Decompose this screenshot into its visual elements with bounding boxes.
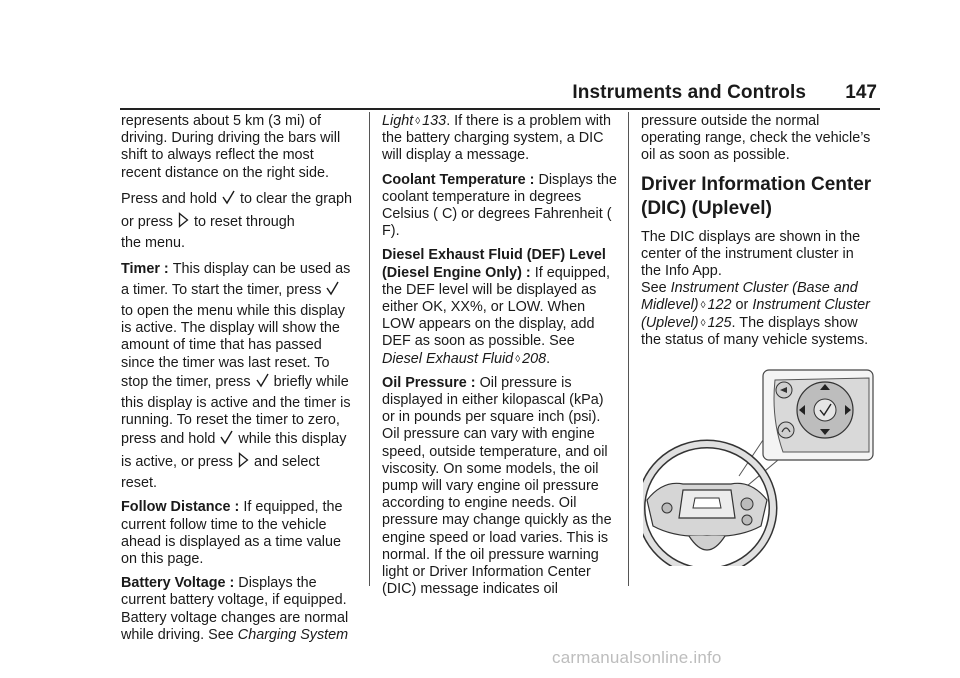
paragraph-clear-graph [121, 189, 357, 212]
text: Press and hold [121, 190, 217, 207]
steering-wheel [643, 444, 773, 566]
text: press and hold [121, 431, 216, 448]
column-2 [382, 113, 618, 605]
text: . [546, 350, 551, 367]
paragraph-graph-intro: represents about 5 km (3 mi) of driving. During driving the bars will shift to always reflect the most recent distance on the right side. [121, 113, 341, 181]
page-ref-icon: ◊ [515, 353, 521, 365]
steering-wheel-illustration [643, 368, 875, 566]
paragraph-oil-pressure [382, 375, 618, 599]
checkmark-icon [256, 373, 269, 395]
steering-wheel-svg [643, 368, 875, 566]
triangle-right-icon [238, 452, 249, 475]
text: briefly while [273, 373, 349, 390]
text: Oil pressure is displayed in either kilopascal (kPa) or in pounds per square inch (psi). Oil pressure can vary with engine speed, outside temperature, and oil viscosity. On some models, the oil pump will vary engine oil pressure according to engine needs. Oil pressure may change quickly as the engine speed or load varies. This is normal. If the oil pressure warning light or Driver Information Center (DIC) message indicates oil [382, 374, 612, 598]
link-instrument-cluster-uplevel[interactable]: Instrument Cluster (Uplevel) [641, 297, 870, 331]
link-instrument-cluster-base[interactable]: Instrument Cluster (Base and Midlevel) [641, 280, 858, 314]
page-ref-icon: ◊ [700, 300, 706, 312]
text: while this display [238, 431, 347, 448]
text: If equipped, the current follow time to the vehicle ahead is displayed as a time value on this page. [121, 499, 343, 568]
text: . The displays show the status of many vehicle systems. [641, 314, 869, 348]
paragraph-timer-4 [121, 372, 357, 395]
column-divider-1 [369, 112, 370, 586]
triangle-right-icon [178, 212, 189, 235]
term-coolant-temperature: Coolant Temperature : [382, 171, 539, 188]
paragraph-timer-6 [121, 429, 357, 452]
link-diesel-exhaust-fluid[interactable]: Diesel Exhaust Fluid [382, 350, 514, 367]
paragraph-follow-distance [121, 499, 357, 568]
page-ref-133[interactable]: 133 [422, 113, 447, 129]
link-light[interactable]: Light [382, 113, 414, 129]
column-divider-2 [628, 112, 629, 586]
page-ref-icon: ◊ [415, 116, 421, 127]
watermark: carmanualsonline.info [552, 648, 722, 667]
paragraph-timer-2 [121, 280, 357, 303]
paragraph-oil-pressure-cont: pressure outside the normal operating range, check the vehicle’s oil as soon as possible. [641, 113, 871, 164]
column-3 [641, 113, 877, 356]
page-ref-125[interactable]: 125 [707, 314, 732, 331]
term-timer: Timer : [121, 261, 173, 278]
text: and select [253, 454, 320, 471]
paragraph-coolant-temperature [382, 172, 618, 241]
paragraph-see-cluster [641, 280, 877, 349]
paragraph-dic-displays: The DIC displays are shown in the center of the instrument cluster in the Info App. [641, 228, 861, 280]
term-battery-voltage: Battery Voltage : [121, 575, 239, 592]
page-ref-122[interactable]: 122 [707, 297, 732, 314]
term-oil-pressure: Oil Pressure : [382, 374, 480, 391]
text: or [731, 297, 753, 314]
text: to reset through [193, 213, 295, 230]
text: a timer. To start the timer, press [121, 282, 322, 299]
section-heading-dic-uplevel: Driver Information Center (DIC) (Uplevel) [641, 173, 872, 219]
text: If equipped, the DEF level will be displayed as either OK, XX%, or LOW. When LOW appears on the display, add DEF as soon as possible. See [382, 264, 610, 350]
page-ref-208[interactable]: 208 [522, 350, 547, 367]
paragraph-timer-1 [121, 259, 357, 280]
text: Displays the current battery voltage, if equipped. Battery voltage changes are normal while driving. See [121, 575, 349, 643]
paragraph-battery-voltage [121, 575, 357, 644]
paragraph-timer-5: this display is active and the timer is running. To reset the timer to zero, [121, 394, 351, 429]
section-title: Instruments and Controls [572, 82, 806, 103]
paragraph-charging-light [382, 113, 618, 165]
link-charging-system[interactable]: Charging System [237, 626, 349, 643]
header-rule [120, 108, 880, 110]
paragraph-reset-menu [121, 212, 357, 235]
page-number: 147 [845, 82, 877, 103]
column-1 [121, 113, 357, 651]
text: to clear the graph [240, 190, 352, 207]
page-header [120, 72, 880, 112]
checkmark-icon [222, 190, 235, 212]
text: stop the timer, press [121, 373, 251, 390]
control-pad-inset [763, 370, 873, 460]
page-ref-icon: ◊ [700, 317, 706, 329]
term-follow-distance: Follow Distance : [121, 499, 244, 516]
paragraph-def-level [382, 247, 618, 367]
paragraph-timer-7 [121, 452, 357, 475]
text: Displays the coolant temperature in degrees Celsius ( C) or degrees Fahrenheit ( F). [382, 171, 617, 240]
paragraph-the-menu: the menu. [121, 234, 185, 251]
text: See [641, 280, 671, 297]
checkmark-icon [220, 430, 233, 452]
text: . If there is a problem with the battery charging system, a DIC will display a message. [382, 113, 611, 164]
text: is active, or press [121, 454, 233, 471]
text: or press [121, 213, 173, 230]
paragraph-timer-3: to open the menu while this display is active. The display will show the amount of time that has passed since the timer was last reset. To [121, 303, 345, 371]
text: This display can be used as [172, 261, 351, 278]
paragraph-timer-8: reset. [121, 475, 157, 492]
checkmark-icon [326, 281, 339, 303]
term-def-level: Diesel Exhaust Fluid (DEF) Level (Diesel Engine Only) : [382, 247, 606, 281]
